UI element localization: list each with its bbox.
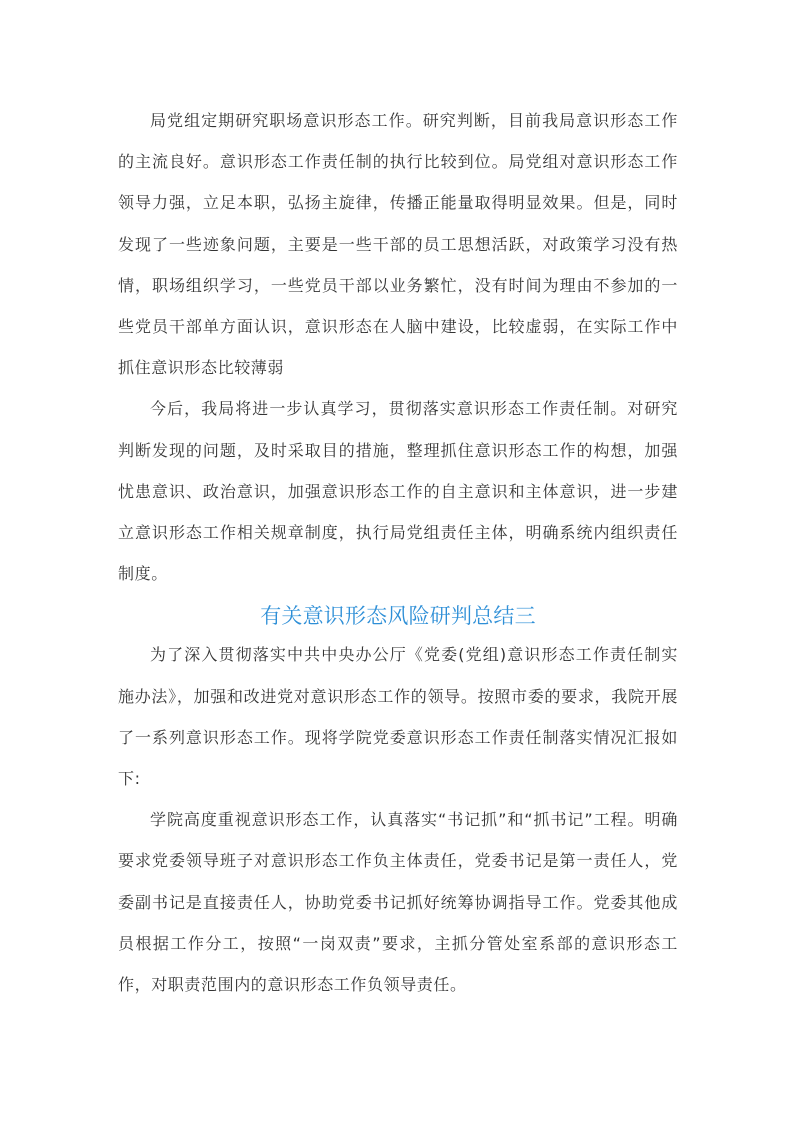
paragraph-introduction: 为了深入贯彻落实中共中央办公厅《党委(党组)意识形态工作责任制实施办法》，加强和改进党对意识形态工作的领导。按照市委的要求，我院开展了一系列意识形态工作。现将学院党委意识形态工作责任制落实情况汇报如下: (118, 645, 678, 789)
paragraph-responsibility: 学院高度重视意识形态工作，认真落实“书记抓”和“抓书记”工程。明确要求党委领导班子对意识形态工作负主体责任，党委书记是第一责任人，党委副书记是直接责任人，协助党委书记抓好统筹协调指导工作。党委其他成员根据工作分工，按照“一岗双责”要求，主抓分管处室系部的意识形态工作，对职责范围内的意识形态工作负领导责任。 (118, 810, 678, 995)
section-title: 有关意识形态风险研判总结三 (260, 604, 536, 629)
paragraph-future-plan: 今后，我局将进一步认真学习，贯彻落实意识形态工作责任制。对研究判断发现的问题，及时采取目的措施，整理抓住意识形态工作的构想，加强忧患意识、政治意识，加强意识形态工作的自主意识和主体意识，进一步建立意识形态工作相关规章制度，执行局党组责任主体，明确系统内组织责任制度。 (118, 399, 678, 584)
paragraph-risk-assessment: 局党组定期研究职场意识形态工作。研究判断，目前我局意识形态工作的主流良好。意识形态工作责任制的执行比较到位。局党组对意识形态工作领导力强，立足本职，弘扬主旋律，传播正能量取得明显效果。但是，同时发现了一些迹象问题，主要是一些干部的员工思想活跃，对政策学习没有热情，职场组织学习，一些党员干部以业务繁忙，没有时间为理由不参加的一些党员干部单方面认识，意识形态在人脑中建设，比较虚弱，在实际工作中抓住意识形态比较薄弱 (118, 111, 678, 378)
document-body (118, 100, 678, 1005)
